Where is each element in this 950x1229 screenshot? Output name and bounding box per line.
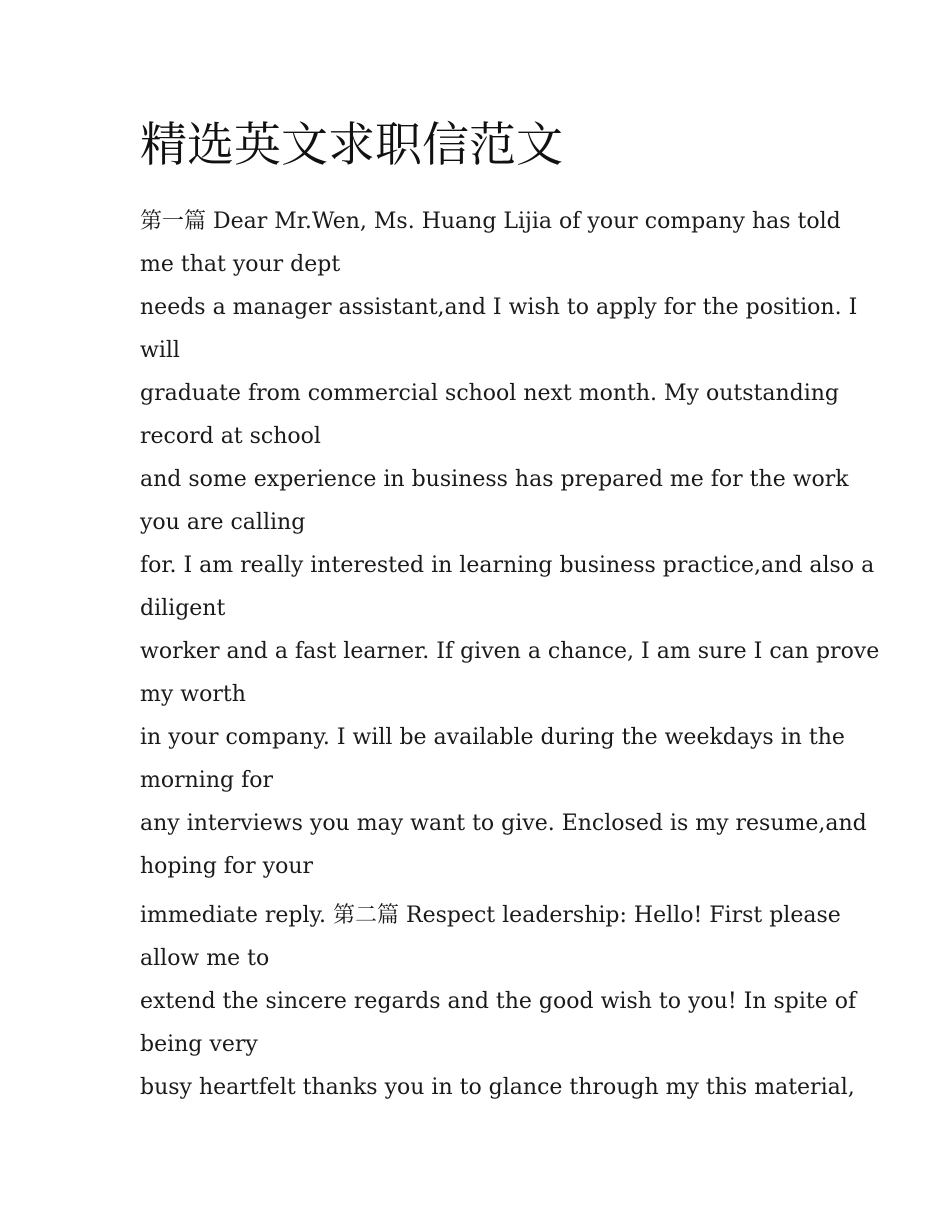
text-line: in your company. I will be available during the weekdays in the xyxy=(140,725,845,750)
document-title: 精选英文求职信范文 xyxy=(140,118,563,173)
text-line: and some experience in business has prepared me for the work xyxy=(140,467,849,492)
text-line: me that your dept xyxy=(140,252,341,277)
text-line: record at school xyxy=(140,424,321,449)
text-line: busy heartfelt thanks you in to glance through my this material, xyxy=(140,1075,855,1100)
text-line: for. I am really interested in learning business practice,and also a xyxy=(140,553,875,578)
text-line: allow me to xyxy=(140,946,270,971)
text-line: worker and a fast learner. If given a chance, I am sure I can prove xyxy=(140,639,880,664)
text-line: extend the sincere regards and the good wish to you! In spite of xyxy=(140,989,857,1014)
paragraph-block xyxy=(140,894,857,1109)
text-line: immediate reply. 第二篇 Respect leadership: Hello! First please xyxy=(140,903,841,928)
text-line: will xyxy=(140,338,180,363)
text-line: any interviews you may want to give. Enclosed is my resume,and xyxy=(140,811,867,836)
text-line: 第一篇 Dear Mr.Wen, Ms. Huang Lijia of your company has told xyxy=(140,209,841,234)
text-line: hoping for your xyxy=(140,854,314,879)
text-line: you are calling xyxy=(140,510,306,535)
text-line: my worth xyxy=(140,682,246,707)
text-line: being very xyxy=(140,1032,258,1057)
document-body xyxy=(140,200,880,1109)
text-line: diligent xyxy=(140,596,226,621)
text-line: morning for xyxy=(140,768,273,793)
text-line: graduate from commercial school next month. My outstanding xyxy=(140,381,840,406)
paragraph-block xyxy=(140,200,880,888)
text-line: needs a manager assistant,and I wish to apply for the position. I xyxy=(140,295,858,320)
